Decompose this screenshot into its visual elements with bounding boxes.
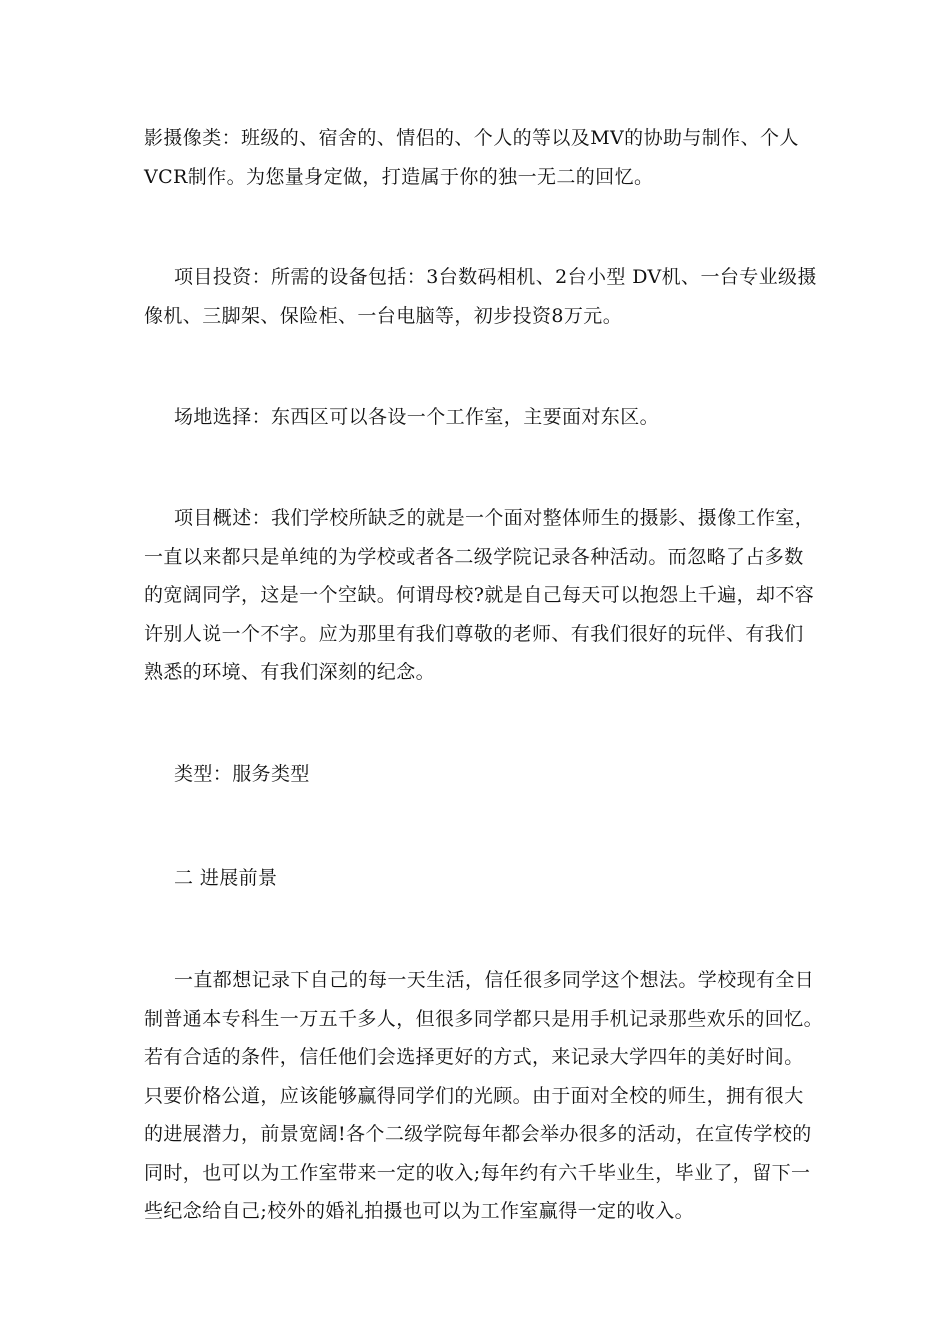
paragraph-venue [144,398,814,437]
text-line: 熟悉的环境、有我们深刻的纪念。 [144,661,436,683]
section-heading [144,859,814,898]
text-line: 项目投资：所需的设备包括：3台数码相机、2台小型 DV机、一台专业级摄 [174,266,817,288]
text-line: 若有合适的条件，信任他们会选择更好的方式，来记录大学四年的美好时间。 [144,1046,804,1068]
paragraph-overview [144,499,814,692]
text-line: 只要价格公道，应该能够赢得同学们的光顾。由于面对全校的师生，拥有很大 [144,1084,804,1107]
text-line: 制普通本专科生一万五千多人，但很多同学都只是用手机记录那些欢乐的回忆。 [144,1007,824,1030]
text-line: 场地选择：东西区可以各设一个工作室，主要面对东区。 [174,406,660,428]
text-line: 同时，也可以为工作室带来一定的收入;每年约有六千毕业生，毕业了，留下一 [144,1161,811,1184]
text-line: 许别人说一个不字。应为那里有我们尊敬的老师、有我们很好的玩伴、有我们 [144,622,804,645]
text-line: 影摄像类：班级的、宿舍的、情侣的、个人的等以及MV的协助与制作、个人 [144,127,799,149]
paragraph-investment [144,258,817,335]
text-line: 些纪念给自己;校外的婚礼拍摄也可以为工作室赢得一定的收入。 [144,1200,695,1222]
paragraph-prospects [144,961,824,1231]
text-line: 一直都想记录下自己的每一天生活，信任很多同学这个想法。学校现有全日 [174,969,815,991]
text-line: 项目概述：我们学校所缺乏的就是一个面对整体师生的摄影、摄像工作室， [174,507,815,529]
text-line: 的宽阔同学，这是一个空缺。何谓母校?就是自己每天可以抱怨上千遍，却不容 [144,584,815,606]
text-line: 一直以来都只是单纯的为学校或者各二级学院记录各种活动。而忽略了占多数 [144,545,804,568]
heading-text: 二 进展前景 [174,867,278,889]
text-line: 像机、三脚架、保险柜、一台电脑等，初步投资8万元。 [144,304,623,327]
text-line: 的进展潜力，前景宽阔!各个二级学院每年都会举办很多的活动，在宣传学校的 [144,1123,812,1145]
text-line: 类型：服务类型 [174,763,310,785]
text-line: VCR制作。为您量身定做，打造属于你的独一无二的回忆。 [144,165,654,188]
paragraph-services [144,119,814,196]
paragraph-type [144,755,814,794]
